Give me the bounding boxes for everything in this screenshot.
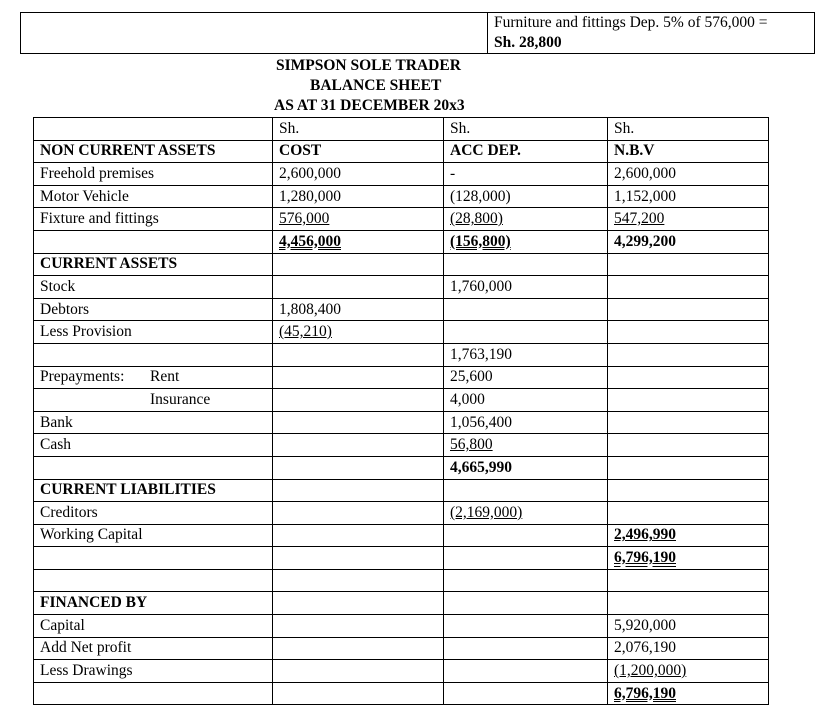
table-row	[34, 660, 769, 683]
prepayments-label: Prepayments:	[40, 368, 125, 386]
row-label	[34, 366, 273, 389]
balance-sheet-table	[33, 117, 769, 705]
financed-total: 6,796,190	[608, 682, 769, 705]
table-row	[34, 185, 769, 208]
total-nbv: 4,299,200	[608, 230, 769, 253]
cell-nbv: 547,200	[608, 208, 769, 231]
row-label: Less Drawings	[34, 660, 273, 683]
depreciation-note-line1: Furniture and fittings Dep. 5% of 576,000 =	[494, 14, 768, 31]
current-assets-total: 4,665,990	[444, 456, 608, 479]
total-cost: 4,456,000	[273, 230, 444, 253]
cell-dep: (128,000)	[444, 185, 608, 208]
insurance-label: Insurance	[34, 389, 273, 412]
table-row	[34, 456, 769, 479]
row-label: Stock	[34, 276, 273, 299]
table-row	[34, 637, 769, 660]
row-label: Motor Vehicle	[34, 185, 273, 208]
cell-stock: 1,760,000	[444, 276, 608, 299]
table-row	[34, 366, 769, 389]
table-row	[34, 569, 769, 592]
rent-label: Rent	[150, 368, 180, 386]
row-label: Bank	[34, 411, 273, 434]
cell-dep: -	[444, 163, 608, 186]
table-row	[34, 321, 769, 344]
table-row	[34, 118, 769, 141]
cell-nbv: 2,600,000	[608, 163, 769, 186]
table-row	[34, 411, 769, 434]
row-label: Capital	[34, 615, 273, 638]
cell-dep: (28,800)	[444, 208, 608, 231]
table-row	[34, 163, 769, 186]
currency-dep: Sh.	[444, 118, 608, 141]
cell-drawings: (1,200,000)	[608, 660, 769, 683]
row-label: Working Capital	[34, 524, 273, 547]
cell-net-profit: 2,076,190	[608, 637, 769, 660]
row-label: Debtors	[34, 298, 273, 321]
table-row	[34, 524, 769, 547]
table-row	[34, 592, 769, 615]
net-assets-total: 6,796,190	[608, 547, 769, 570]
cell-capital: 5,920,000	[608, 615, 769, 638]
cell-nbv: 1,152,000	[608, 185, 769, 208]
cell-insurance: 4,000	[444, 389, 608, 412]
section-financed-by: FINANCED BY	[34, 592, 273, 615]
cell-creditors: (2,169,000)	[444, 502, 608, 525]
table-row	[34, 276, 769, 299]
table-row	[34, 502, 769, 525]
table-row	[34, 434, 769, 457]
title-statement: BALANCE SHEET	[310, 77, 442, 94]
cell-cash: 56,800	[444, 434, 608, 457]
table-row	[34, 230, 769, 253]
table-row	[34, 298, 769, 321]
depreciation-note-line2: Sh. 28,800	[494, 34, 562, 51]
table-row	[34, 140, 769, 163]
row-label: Less Provision	[34, 321, 273, 344]
table-row	[34, 343, 769, 366]
cell-provision: (45,210)	[273, 321, 444, 344]
total-dep: (156,800)	[444, 230, 608, 253]
currency-nbv: Sh.	[608, 118, 769, 141]
section-current-assets: CURRENT ASSETS	[34, 253, 273, 276]
table-row	[34, 389, 769, 412]
cell-cost: 1,280,000	[273, 185, 444, 208]
cell-cost: 576,000	[273, 208, 444, 231]
cell-bank: 1,056,400	[444, 411, 608, 434]
table-row	[34, 547, 769, 570]
col-nbv: N.B.V	[608, 140, 769, 163]
col-cost: COST	[273, 140, 444, 163]
section-non-current: NON CURRENT ASSETS	[34, 140, 273, 163]
row-label: Add Net profit	[34, 637, 273, 660]
table-row	[34, 615, 769, 638]
section-current-liabilities: CURRENT LIABILITIES	[34, 479, 273, 502]
currency-cost: Sh.	[273, 118, 444, 141]
table-row	[34, 682, 769, 705]
title-company: SIMPSON SOLE TRADER	[276, 57, 461, 74]
row-label: Cash	[34, 434, 273, 457]
table-row	[34, 208, 769, 231]
cell-net-debtors: 1,763,190	[444, 343, 608, 366]
cell-cost: 2,600,000	[273, 163, 444, 186]
table-row	[34, 253, 769, 276]
table-row	[34, 479, 769, 502]
title-date: AS AT 31 DECEMBER 20x3	[274, 97, 465, 114]
cell-debtors: 1,808,400	[273, 298, 444, 321]
col-acc-dep: ACC DEP.	[444, 140, 608, 163]
cell-working-capital: 2,496,990	[608, 524, 769, 547]
row-label: Creditors	[34, 502, 273, 525]
cell-rent: 25,600	[444, 366, 608, 389]
row-label: Fixture and fittings	[34, 208, 273, 231]
note-divider	[487, 13, 488, 53]
row-label: Freehold premises	[34, 163, 273, 186]
